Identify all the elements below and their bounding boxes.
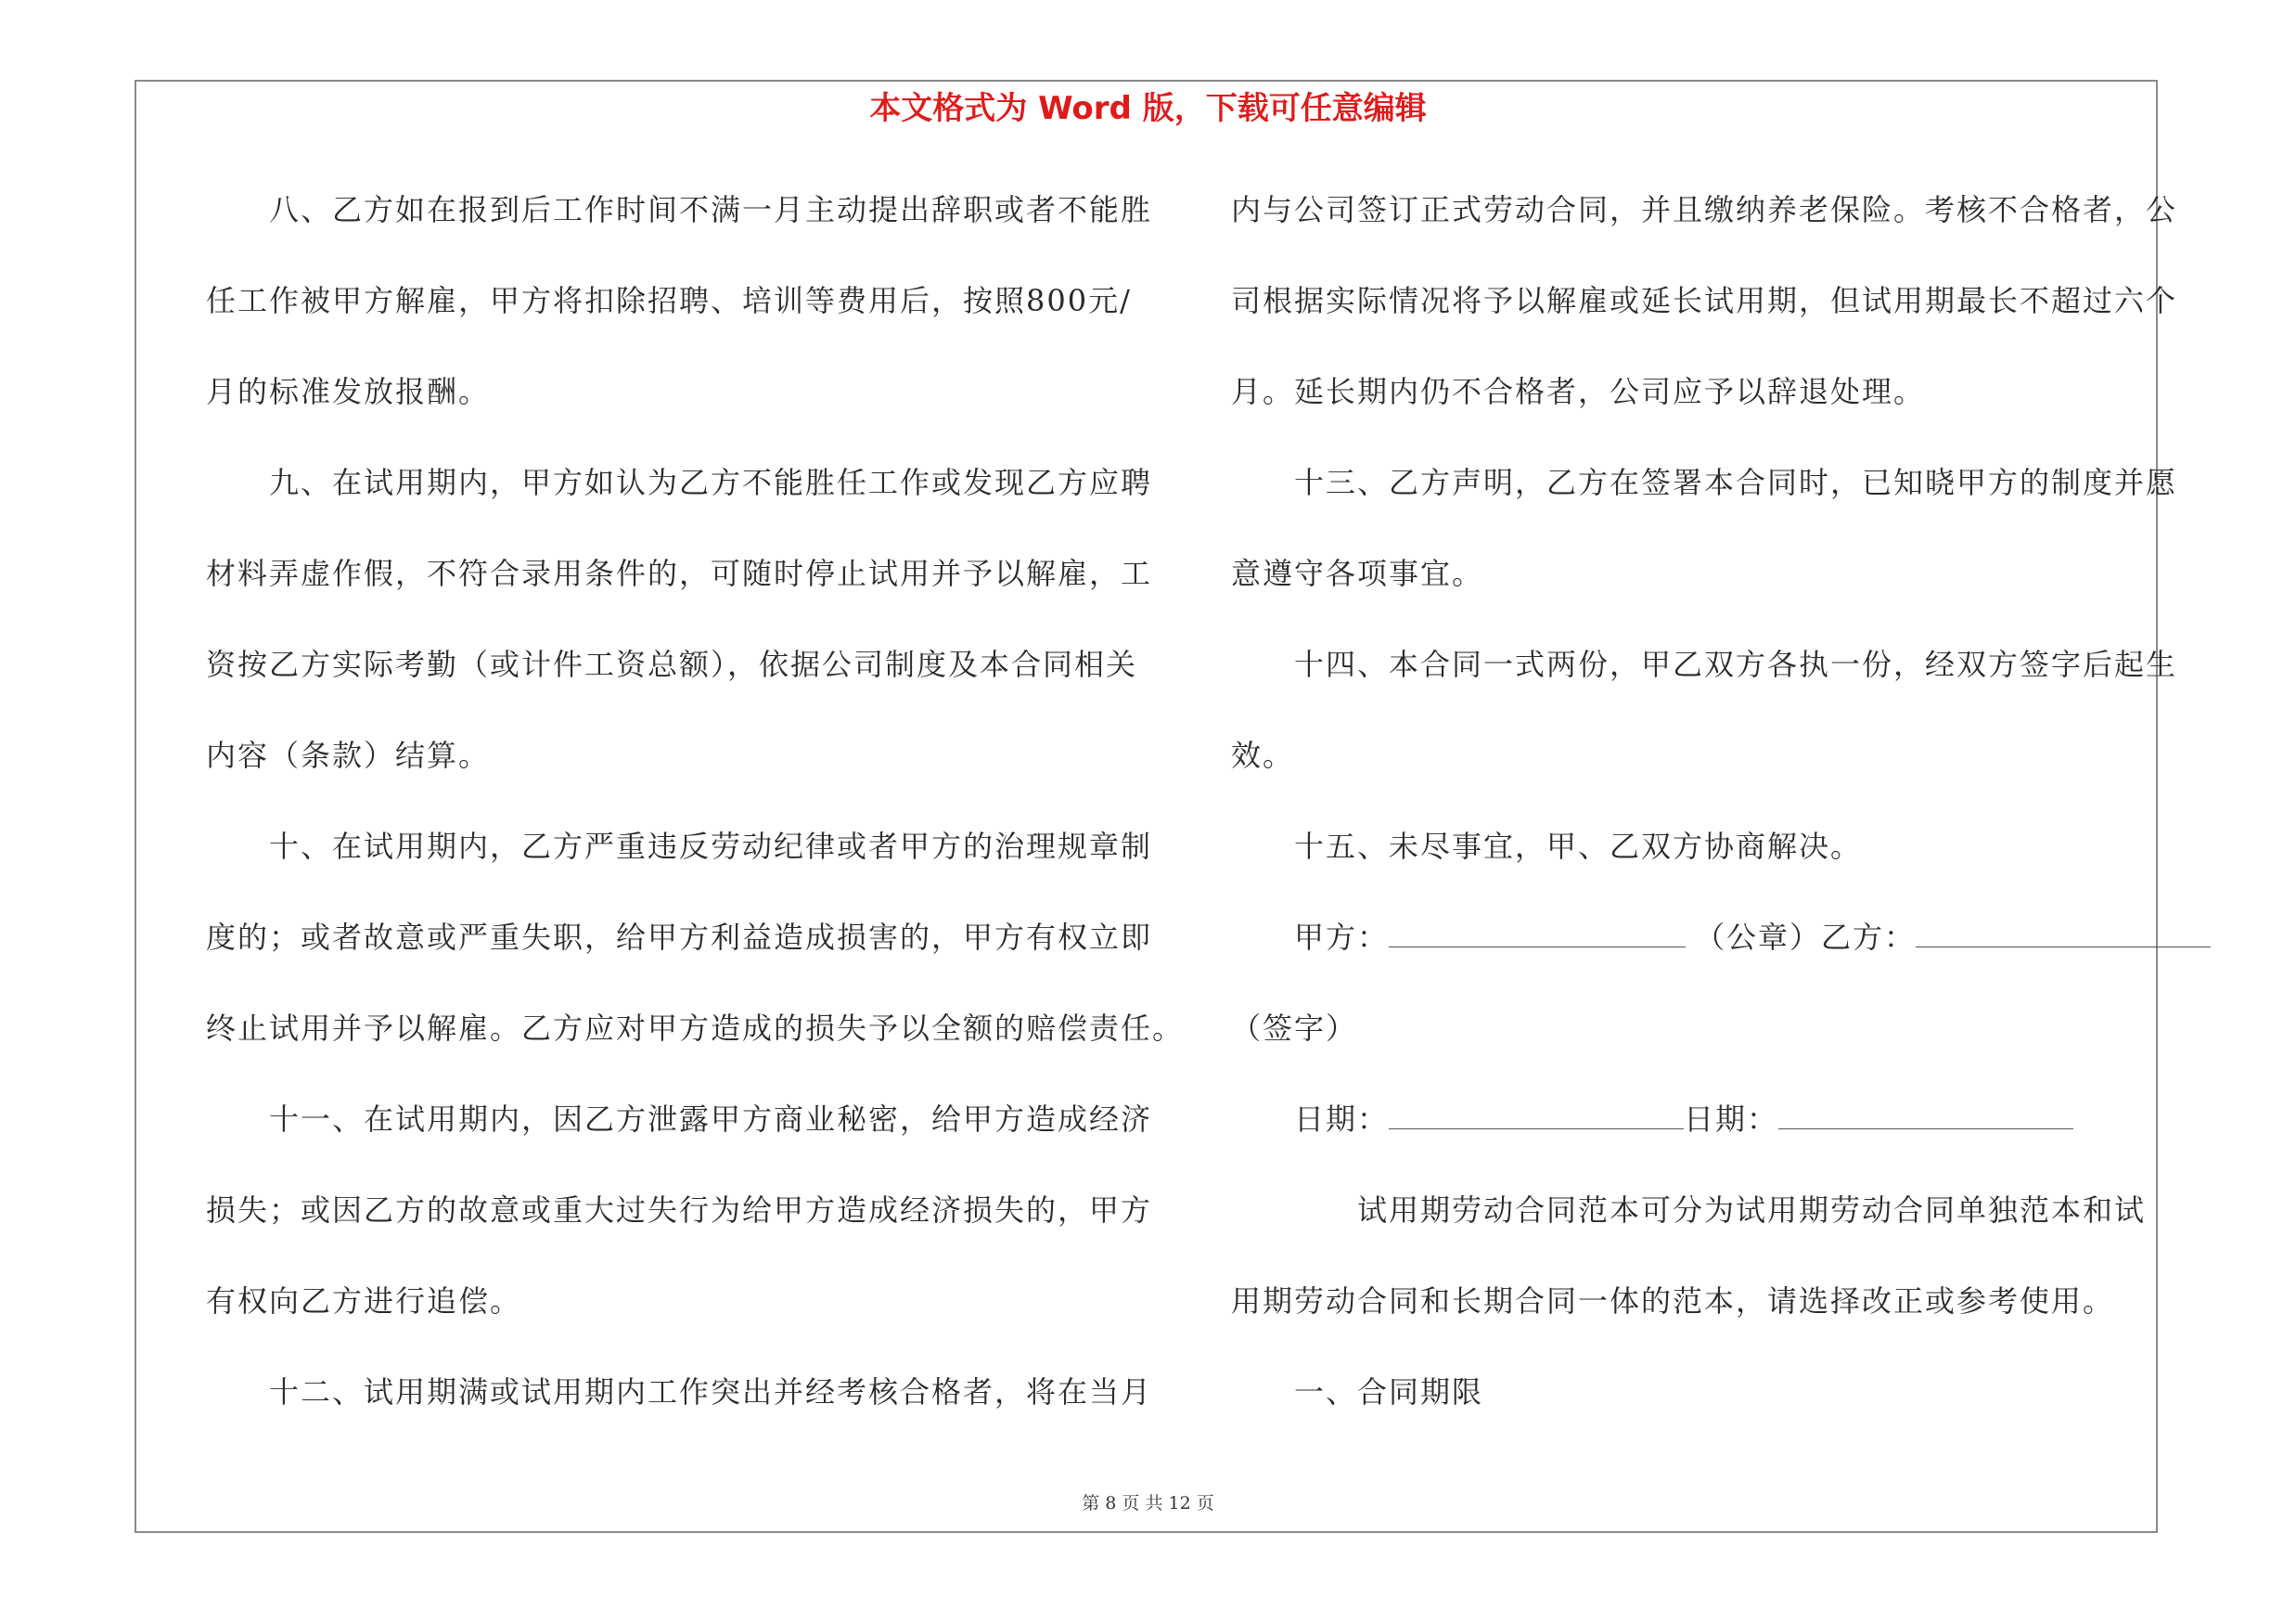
text-line: 十、在试用期内，乙方严重违反劳动纪律或者甲方的治理规章制: [206, 829, 1153, 864]
date-line: [1294, 1091, 2073, 1147]
text-line: 月的标准发放报酬。: [206, 374, 491, 409]
text-line: 材料弄虚作假，不符合录用条件的，可随时停止试用并予以解雇，工: [206, 556, 1153, 591]
text-line: 度的；或者故意或严重失职，给甲方利益造成损害的，甲方有权立即: [206, 920, 1153, 955]
party-a-signature-blank: [1389, 917, 1686, 947]
text-line: 效。: [1231, 738, 1295, 773]
text-line: 内与公司签订正式劳动合同，并且缴纳养老保险。考核不合格者，公: [1231, 192, 2178, 227]
date-b-blank: [1778, 1099, 2073, 1129]
text-line: 十四、本合同一式两份，甲乙双方各执一份，经双方签字后起生: [1231, 647, 2178, 682]
text-line: 九、在试用期内，甲方如认为乙方不能胜任工作或发现乙方应聘: [206, 465, 1153, 500]
text-line: 损失；或因乙方的故意或重大过失行为给甲方造成经济损失的，甲方: [206, 1192, 1153, 1228]
text-line: 十三、乙方声明，乙方在签署本合同时，已知晓甲方的制度并愿: [1231, 465, 2178, 500]
text-line: 八、乙方如在报到后工作时间不满一月主动提出辞职或者不能胜: [206, 192, 1153, 227]
text-line: 内容（条款）结算。: [206, 738, 491, 773]
text-line: 试用期劳动合同范本可分为试用期劳动合同单独范本和试: [1231, 1192, 2147, 1228]
format-banner: 本文格式为 Word 版，下载可任意编辑: [869, 90, 1427, 127]
text-line: 月。延长期内仍不合格者，公司应予以辞退处理。: [1231, 374, 1926, 409]
signature-line: [1294, 909, 2211, 965]
text-line: 资按乙方实际考勤（或计件工资总额），依据公司制度及本合同相关: [206, 647, 1138, 682]
text-line: 意遵守各项事宜。: [1231, 556, 1484, 591]
text-line: 终止试用并予以解雇。乙方应对甲方造成的损失予以全额的赔偿责任。: [206, 1011, 1185, 1046]
text-line: 司根据实际情况将予以解雇或延长试用期，但试用期最长不超过六个: [1231, 283, 2178, 318]
sign-label: （签字）: [1231, 1011, 1358, 1046]
text-line: 十二、试用期满或试用期内工作突出并经考核合格者，将在当月: [206, 1374, 1153, 1410]
text-line: 一、合同期限: [1231, 1374, 1484, 1410]
party-a-label: 甲方：: [1294, 920, 1390, 955]
date-b-label: 日期：: [1684, 1101, 1779, 1137]
seal-label: （公章）乙方：: [1695, 920, 1917, 955]
text-line: 用期劳动合同和长期合同一体的范本，请选择改正或参考使用。: [1231, 1283, 2115, 1319]
date-a-blank: [1389, 1099, 1684, 1129]
page-number: 第 8 页 共 12 页: [1082, 1493, 1214, 1514]
text-line: 十五、未尽事宜，甲、乙双方协商解决。: [1231, 829, 1863, 864]
text-line: 有权向乙方进行追偿。: [206, 1283, 522, 1319]
text-line: 任工作被甲方解雇，甲方将扣除招聘、培训等费用后，按照800元/: [206, 283, 1132, 318]
text-line: 十一、在试用期内，因乙方泄露甲方商业秘密，给甲方造成经济: [206, 1101, 1153, 1137]
party-b-signature-blank: [1916, 917, 2211, 947]
date-a-label: 日期：: [1294, 1101, 1390, 1137]
